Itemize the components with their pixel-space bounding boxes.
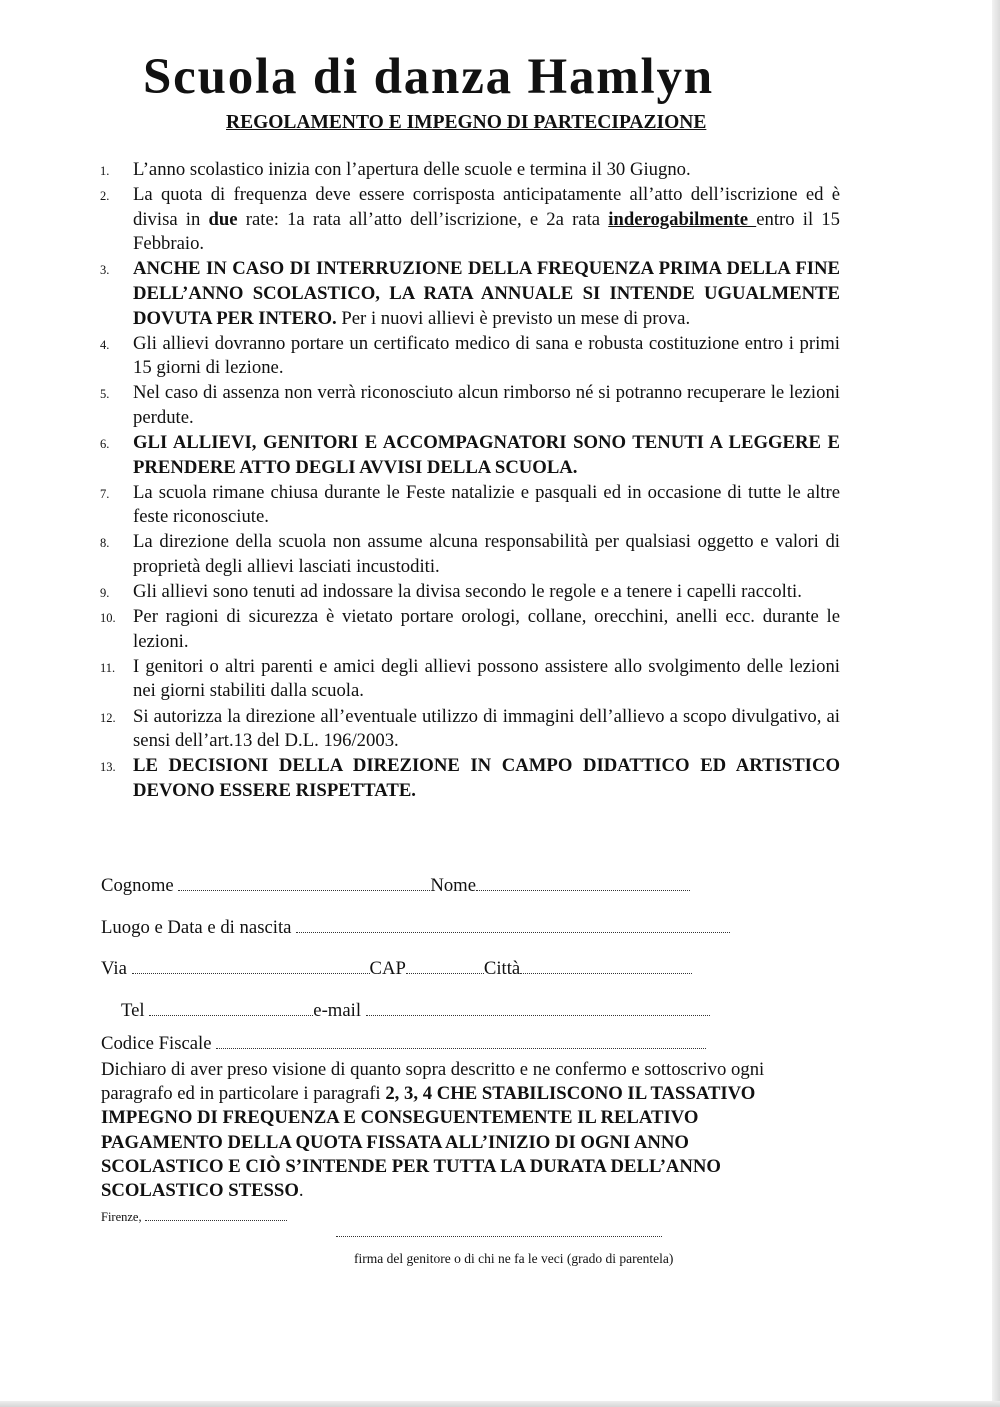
cap-label: CAP	[369, 958, 406, 979]
rule-text: Nel caso di assenza non verrà riconosciuto alcun rimborso né si potranno recuperare le lezioni perdute.	[133, 382, 840, 428]
page-edge-shadow	[992, 0, 1000, 1407]
cognome-label: Cognome	[101, 875, 174, 896]
rule-text: I genitori o altri parenti e amici degli allievi possono assistere allo svolgimento delle lezioni nei giorni stabiliti dalla scuola.	[133, 655, 840, 702]
rule-item	[100, 580, 840, 605]
rule-item	[100, 481, 840, 530]
rule-item	[100, 431, 840, 480]
rules-list	[100, 158, 840, 804]
tel-label: Tel	[121, 1000, 145, 1021]
form-row-birth	[101, 917, 730, 939]
rule-number: 2.	[100, 189, 110, 204]
rule-item	[100, 381, 840, 430]
rule-text: Si autorizza la direzione all’eventuale utilizzo di immagini dell’allievo a scopo divulgativo, ai sensi dell’art.13 del D.L. 196/2003.	[133, 705, 840, 752]
rule-number: 4.	[100, 337, 110, 352]
rule-number: 13.	[100, 760, 116, 775]
signature-field[interactable]	[336, 1236, 662, 1237]
citta-label: Città	[483, 958, 521, 979]
rule-text: Per ragioni di sicurezza è vietato portare orologi, collane, orecchini, anelli ecc. durante le lezioni.	[133, 606, 840, 652]
declaration-end: .	[298, 1180, 304, 1202]
declaration-text: Dichiaro di aver preso visione di quanto sopra descritto e ne confermo e sottoscrivo ogni paragrafo ed in particolare i paragrafi	[101, 1059, 765, 1105]
date-field[interactable]	[145, 1211, 287, 1221]
rule-number: 7.	[100, 486, 110, 501]
tel-field[interactable]	[149, 1001, 313, 1016]
rule-item	[100, 158, 840, 183]
rule-number: 12.	[100, 710, 116, 725]
rule-text: entro il 15 Febbraio.	[133, 208, 840, 255]
codice-fiscale-label: Codice Fiscale	[101, 1033, 212, 1054]
page-subtitle: REGOLAMENTO E IMPEGNO DI PARTECIPAZIONE	[226, 112, 707, 133]
rule-number: 1.	[100, 164, 110, 178]
rule-text: La direzione della scuola non assume alcuna responsabilità per qualsiasi oggetto e valori di proprietà degli allievi lasciati incustoditi.	[133, 531, 840, 577]
signature-label: firma del genitore o di chi ne fa le veci (grado di parentela)	[354, 1251, 674, 1266]
rule-number: 9.	[100, 586, 110, 601]
rule-bold-text: LE DECISIONI DELLA DIREZIONE IN CAMPO DIDATTICO ED ARTISTICO DEVONO ESSERE RISPETTATE.	[133, 755, 840, 801]
rule-item	[100, 530, 840, 579]
declaration	[101, 1058, 801, 1203]
page-edge-shadow-bottom	[0, 1401, 1000, 1407]
rule-item	[100, 655, 840, 704]
page-title: Scuola di danza Hamlyn	[143, 49, 714, 105]
rule-text: Per i nuovi allievi è previsto un mese di prova.	[336, 307, 691, 329]
rule-item	[100, 332, 840, 381]
rule-number: 5.	[100, 387, 110, 402]
form-row-fiscal	[101, 1033, 706, 1055]
rule-emphasis: due	[208, 208, 238, 230]
place-date	[101, 1210, 287, 1225]
rule-text: La quota di frequenza deve essere corrisposta anticipatamente all’atto dell’iscrizione ed è divisa in	[133, 184, 840, 230]
via-field[interactable]	[132, 959, 370, 974]
place-label: Firenze,	[101, 1210, 142, 1224]
email-field[interactable]	[366, 1001, 710, 1016]
rule-number: 10.	[100, 611, 116, 626]
cap-field[interactable]	[406, 959, 484, 974]
rule-text: rate: 1a rata all’atto dell’iscrizione, e 2a rata	[237, 208, 609, 230]
cognome-field[interactable]	[178, 876, 430, 891]
rule-item	[100, 754, 840, 803]
rule-number: 3.	[100, 263, 110, 278]
nome-field[interactable]	[476, 876, 690, 891]
email-label: e-mail	[313, 1000, 362, 1021]
nome-label: Nome	[430, 875, 477, 896]
birth-label: Luogo e Data e di nascita	[101, 917, 292, 938]
rule-text: La scuola rimane chiusa durante le Feste natalizie e pasquali ed in occasione di tutte le altre feste riconosciute.	[133, 481, 840, 528]
rule-text: L’anno scolastico inizia con l’apertura delle scuole e termina il 30 Giugno.	[133, 159, 691, 180]
rule-number: 6.	[100, 437, 110, 452]
rule-item	[100, 183, 840, 257]
rule-number: 11.	[100, 660, 116, 675]
rule-number: 8.	[100, 536, 110, 551]
rule-emphasis-underlined: inderogabilmente	[608, 208, 757, 230]
form-row-name	[101, 875, 690, 897]
rule-item	[100, 605, 840, 654]
rule-text: Gli allievi sono tenuti ad indossare la divisa secondo le regole e a tenere i capelli raccolti.	[133, 581, 802, 603]
declaration-bold-text: 2, 3, 4 CHE STABILISCONO IL TASSATIVO IMPEGNO DI FREQUENZA E CONSEGUENTEMENTE IL RELATIVO PAGAMENTO DELLA QUOTA FISSATA ALL’INIZIO DI OGNI ANNO SCOLASTICO E CIÒ S’INTENDE PER TUTTA LA DURATA DELL’ANNO SCOLASTICO STESSO	[101, 1083, 756, 1202]
form-row-contacts	[121, 1000, 710, 1022]
rule-item	[100, 257, 840, 331]
rule-text: Gli allievi dovranno portare un certificato medico di sana e robusta costituzione entro i primi 15 giorni di lezione.	[133, 332, 840, 379]
form-row-address	[101, 958, 692, 980]
citta-field[interactable]	[520, 959, 692, 974]
codice-fiscale-field[interactable]	[216, 1034, 706, 1049]
rule-item	[100, 705, 840, 754]
rule-bold-text: GLI ALLIEVI, GENITORI E ACCOMPAGNATORI SONO TENUTI A LEGGERE E PRENDERE ATTO DEGLI AVVISI DELLA SCUOLA.	[133, 432, 840, 478]
via-label: Via	[101, 958, 127, 979]
rule-bold-text: ANCHE IN CASO DI INTERRUZIONE DELLA FREQUENZA PRIMA DELLA FINE DELL’ANNO SCOLASTICO, LA RATA ANNUALE SI INTENDE UGUALMENTE DOVUTA PER INTERO.	[133, 258, 840, 329]
birth-field[interactable]	[296, 918, 730, 933]
